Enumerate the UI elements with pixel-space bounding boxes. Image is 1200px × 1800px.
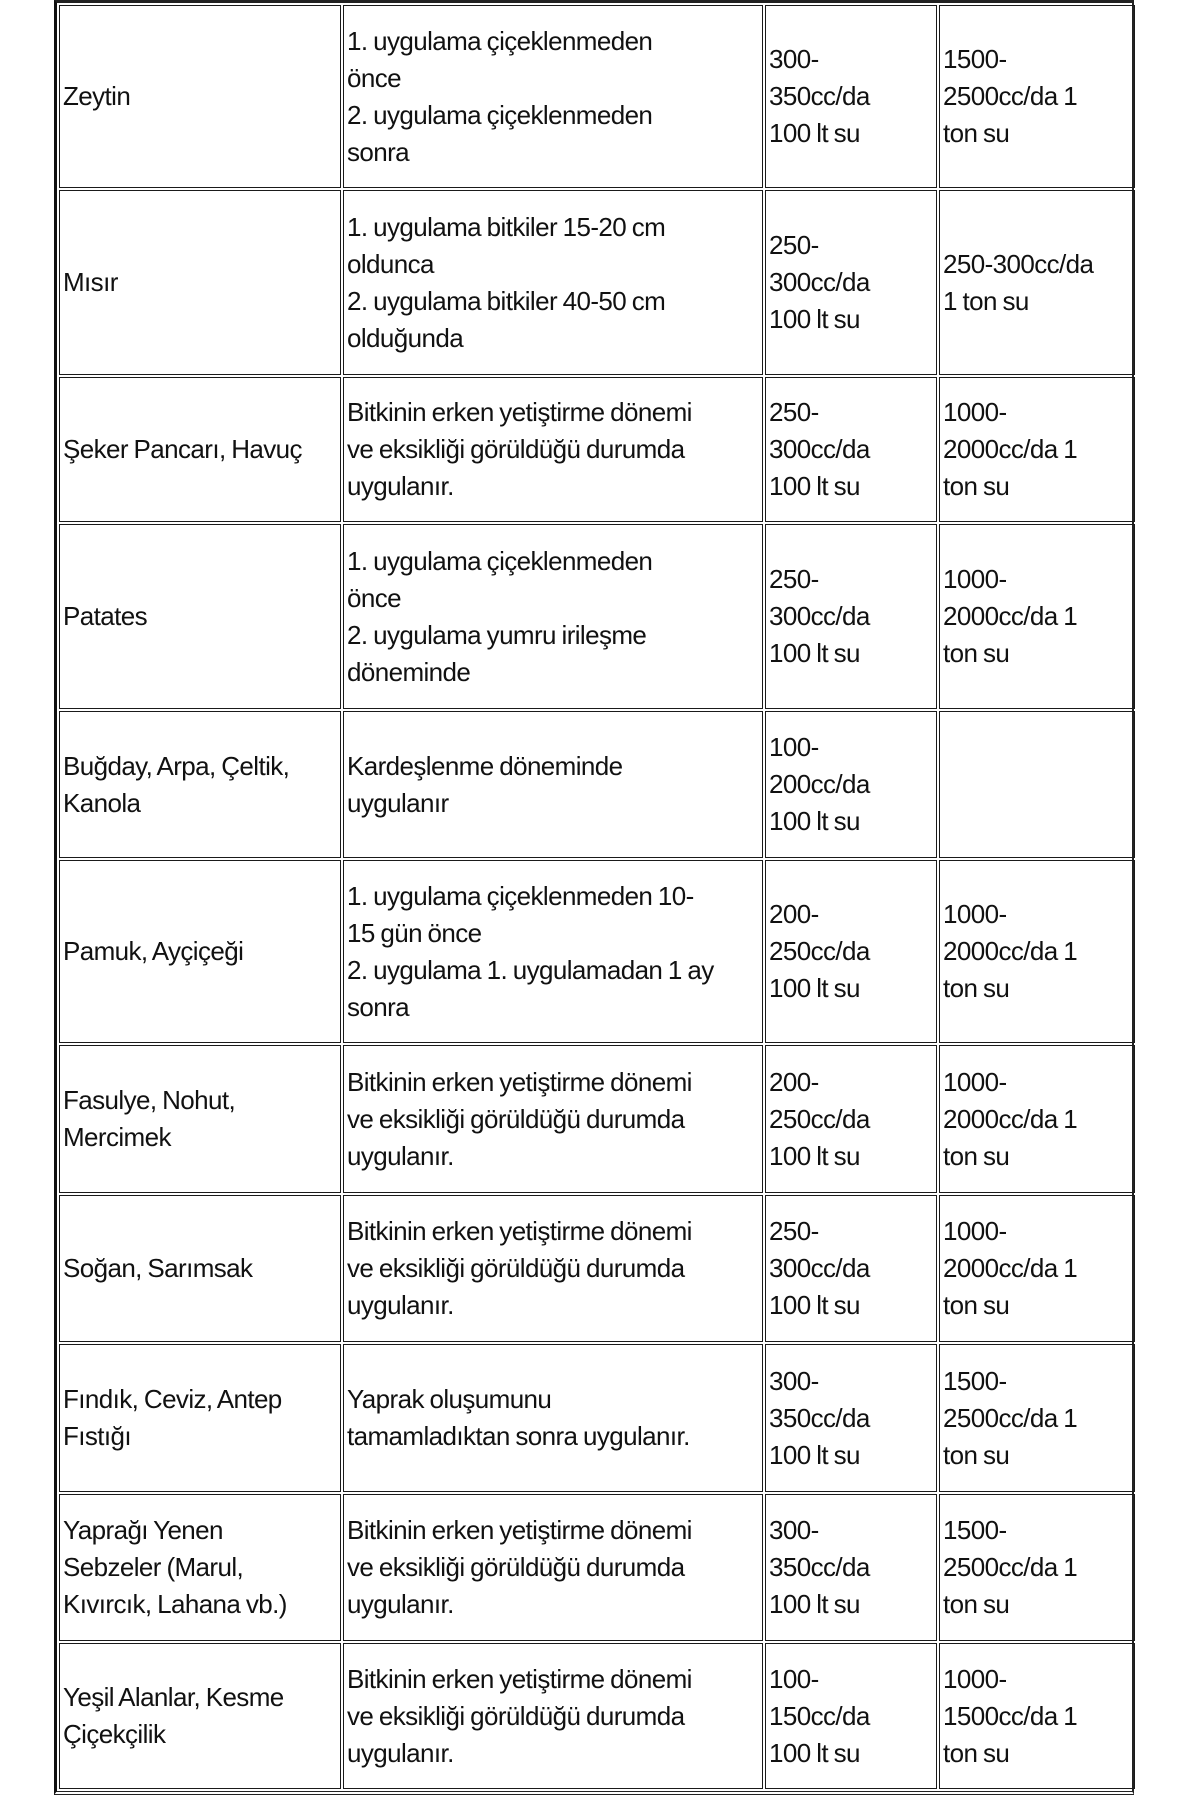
product-cell bbox=[59, 1045, 341, 1193]
application-timing-cell-text bbox=[347, 748, 760, 822]
cell-line: Pamuk, Ayçiçeği bbox=[63, 936, 244, 966]
table-row bbox=[59, 377, 1135, 522]
product-cell bbox=[59, 524, 341, 709]
cell-line: 1. uygulama çiçeklenmeden bbox=[347, 25, 653, 56]
drip-dose-cell bbox=[939, 5, 1135, 188]
cell-line: Zeytin bbox=[63, 81, 131, 111]
application-timing-cell bbox=[343, 1195, 763, 1342]
drip-dose-cell bbox=[939, 190, 1135, 375]
application-timing-cell-text bbox=[347, 1064, 760, 1175]
application-timing-cell-text bbox=[347, 209, 760, 357]
cell-line: döneminde bbox=[347, 656, 471, 687]
application-timing-cell bbox=[343, 1643, 763, 1789]
foliar-dose-cell bbox=[765, 190, 937, 375]
table-row bbox=[59, 711, 1135, 858]
application-timing-cell bbox=[343, 190, 763, 375]
cell-line: 2. uygulama bitkiler 40-50 cm bbox=[347, 285, 666, 316]
cell-line: 100 lt su bbox=[769, 638, 860, 668]
cell-line: ve eksikliği görüldüğü durumda bbox=[347, 1253, 685, 1283]
application-timing-cell-text bbox=[347, 1661, 760, 1772]
cell-line: 1. uygulama çiçeklenmeden 10- bbox=[347, 880, 694, 911]
cell-line: Bitkinin erken yetiştirme dönemi bbox=[347, 1216, 692, 1246]
cell-line: ton su bbox=[943, 638, 1010, 668]
cell-line: 250- bbox=[769, 1216, 819, 1246]
cell-line: 250cc/da bbox=[769, 1103, 870, 1134]
cell-line: 350cc/da bbox=[769, 81, 870, 111]
drip-dose-cell-text bbox=[943, 1661, 1132, 1772]
product-cell-text bbox=[63, 1381, 338, 1455]
cell-line: 2500cc/da 1 bbox=[943, 1402, 1078, 1433]
cell-line: 2000cc/da 1 bbox=[943, 1253, 1078, 1283]
foliar-dose-cell bbox=[765, 524, 937, 709]
cell-line: uygulanır bbox=[347, 787, 449, 818]
application-timing-cell-text bbox=[347, 1512, 760, 1623]
drip-dose-cell bbox=[939, 1643, 1135, 1789]
foliar-dose-cell-text bbox=[769, 896, 934, 1007]
drip-dose-cell bbox=[939, 860, 1135, 1043]
cell-line: tamamladıktan sonra uygulanır. bbox=[347, 1421, 690, 1451]
drip-dose-cell-text bbox=[943, 1213, 1132, 1324]
cell-line: ve eksikliği görüldüğü durumda bbox=[347, 1700, 685, 1731]
cell-line: 250- bbox=[769, 230, 819, 260]
cell-line: 1000- bbox=[943, 1066, 1007, 1097]
application-timing-cell-text bbox=[347, 1381, 760, 1455]
cell-line: 100 lt su bbox=[769, 1290, 860, 1320]
cell-line: 100 lt su bbox=[769, 973, 860, 1003]
foliar-dose-cell-text bbox=[769, 729, 934, 840]
table-row bbox=[59, 190, 1135, 375]
drip-dose-cell-text bbox=[943, 896, 1132, 1007]
drip-dose-cell bbox=[939, 1045, 1135, 1193]
application-timing-cell-text bbox=[347, 1213, 760, 1324]
foliar-dose-cell-text bbox=[769, 1661, 934, 1772]
dosage-table bbox=[57, 3, 1137, 1791]
drip-dose-cell-text bbox=[943, 41, 1132, 152]
cell-line: önce bbox=[347, 582, 401, 613]
application-timing-cell bbox=[343, 377, 763, 522]
product-cell bbox=[59, 860, 341, 1043]
foliar-dose-cell-text bbox=[769, 561, 934, 672]
cell-line: Mercimek bbox=[63, 1122, 171, 1152]
foliar-dose-cell-text bbox=[769, 1064, 934, 1175]
cell-line: ton su bbox=[943, 973, 1010, 1003]
drip-dose-cell bbox=[939, 1195, 1135, 1342]
cell-line: 100 lt su bbox=[769, 1140, 860, 1171]
cell-line: 1500- bbox=[943, 1365, 1007, 1396]
foliar-dose-cell bbox=[765, 1344, 937, 1492]
foliar-dose-cell bbox=[765, 860, 937, 1043]
drip-dose-cell-text bbox=[943, 561, 1132, 672]
foliar-dose-cell bbox=[765, 1195, 937, 1342]
application-timing-cell bbox=[343, 524, 763, 709]
cell-line: Kanola bbox=[63, 787, 141, 818]
application-timing-cell bbox=[343, 860, 763, 1043]
cell-line: 100 lt su bbox=[769, 304, 860, 334]
cell-line: 1000- bbox=[943, 1216, 1007, 1246]
application-timing-cell-text bbox=[347, 394, 760, 505]
cell-line: Buğday, Arpa, Çeltik, bbox=[63, 750, 290, 781]
foliar-dose-cell-text bbox=[769, 394, 934, 505]
cell-line: 1000- bbox=[943, 899, 1007, 929]
product-cell bbox=[59, 711, 341, 858]
table-row bbox=[59, 524, 1135, 709]
table-row bbox=[59, 1643, 1135, 1789]
foliar-dose-cell bbox=[765, 377, 937, 522]
cell-line: 2000cc/da 1 bbox=[943, 936, 1078, 966]
dosage-table-body bbox=[59, 5, 1135, 1789]
cell-line: 15 gün önce bbox=[347, 917, 482, 948]
cell-line: 250cc/da bbox=[769, 936, 870, 966]
cell-line: 250-300cc/da bbox=[943, 248, 1094, 279]
cell-line: Soğan, Sarımsak bbox=[63, 1253, 253, 1283]
cell-line: 250- bbox=[769, 397, 819, 427]
cell-line: Kıvırcık, Lahana vb.) bbox=[63, 1589, 287, 1619]
foliar-dose-cell bbox=[765, 711, 937, 858]
cell-line: ton su bbox=[943, 1140, 1010, 1171]
cell-line: 2000cc/da 1 bbox=[943, 1103, 1078, 1134]
cell-line: 1. uygulama bitkiler 15-20 cm bbox=[347, 211, 666, 242]
cell-line: 1. uygulama çiçeklenmeden bbox=[347, 545, 653, 576]
cell-line: 2500cc/da 1 bbox=[943, 81, 1078, 111]
cell-line: 300cc/da bbox=[769, 267, 870, 297]
cell-line: Bitkinin erken yetiştirme dönemi bbox=[347, 1663, 692, 1694]
cell-line: 300cc/da bbox=[769, 434, 870, 464]
cell-line: Yaprak oluşumunu bbox=[347, 1384, 552, 1414]
cell-line: 100- bbox=[769, 732, 819, 762]
cell-line: 1500- bbox=[943, 1515, 1007, 1545]
drip-dose-cell bbox=[939, 1344, 1135, 1492]
cell-line: 300- bbox=[769, 44, 819, 74]
cell-line: sonra bbox=[347, 136, 410, 167]
cell-line: Mısır bbox=[63, 267, 118, 297]
product-cell bbox=[59, 1344, 341, 1492]
cell-line: 100 lt su bbox=[769, 118, 860, 148]
cell-line: 1 ton su bbox=[943, 285, 1029, 316]
drip-dose-cell-text bbox=[943, 1064, 1132, 1175]
cell-line: 300cc/da bbox=[769, 1253, 870, 1283]
drip-dose-cell-text bbox=[943, 1363, 1132, 1474]
cell-line: Bitkinin erken yetiştirme dönemi bbox=[347, 1515, 692, 1545]
foliar-dose-cell-text bbox=[769, 1363, 934, 1474]
cell-line: uygulanır. bbox=[347, 1737, 454, 1768]
cell-line: Bitkinin erken yetiştirme dönemi bbox=[347, 397, 692, 427]
cell-line: 1000- bbox=[943, 397, 1007, 427]
cell-line: ton su bbox=[943, 471, 1010, 501]
cell-line: Patates bbox=[63, 601, 147, 631]
cell-line: 300- bbox=[769, 1515, 819, 1545]
cell-line: 2000cc/da 1 bbox=[943, 601, 1078, 631]
product-cell bbox=[59, 377, 341, 522]
drip-dose-cell bbox=[939, 524, 1135, 709]
cell-line: 100 lt su bbox=[769, 1589, 860, 1619]
cell-line: 2000cc/da 1 bbox=[943, 434, 1078, 464]
foliar-dose-cell-text bbox=[769, 41, 934, 152]
cell-line: uygulanır. bbox=[347, 1589, 454, 1619]
cell-line: 350cc/da bbox=[769, 1552, 870, 1582]
drip-dose-cell bbox=[939, 711, 1135, 858]
cell-line: Fasulye, Nohut, bbox=[63, 1085, 236, 1115]
cell-line: Yeşil Alanlar, Kesme bbox=[63, 1682, 284, 1712]
product-cell-text bbox=[63, 1512, 338, 1623]
cell-line: 2500cc/da 1 bbox=[943, 1552, 1078, 1582]
cell-line: ve eksikliği görüldüğü durumda bbox=[347, 1103, 685, 1134]
drip-dose-cell bbox=[939, 1494, 1135, 1641]
product-cell-text bbox=[63, 1082, 338, 1156]
product-cell-text bbox=[63, 748, 338, 822]
application-timing-cell bbox=[343, 1045, 763, 1193]
cell-line: 200- bbox=[769, 899, 819, 929]
product-cell-text bbox=[63, 78, 338, 115]
table-row bbox=[59, 1045, 1135, 1193]
cell-line: ton su bbox=[943, 1439, 1010, 1470]
application-timing-cell-text bbox=[347, 878, 760, 1026]
application-timing-cell-text bbox=[347, 543, 760, 691]
cell-line: uygulanır. bbox=[347, 1140, 454, 1171]
cell-line: ton su bbox=[943, 1589, 1010, 1619]
application-timing-cell bbox=[343, 1494, 763, 1641]
application-timing-cell bbox=[343, 711, 763, 858]
cell-line: Fıstığı bbox=[63, 1421, 132, 1451]
cell-line: 100 lt su bbox=[769, 471, 860, 501]
product-cell-text bbox=[63, 264, 338, 301]
cell-line: 250- bbox=[769, 564, 819, 594]
cell-line: sonra bbox=[347, 991, 410, 1022]
cell-line: ton su bbox=[943, 1737, 1010, 1768]
product-cell bbox=[59, 1643, 341, 1789]
product-cell-text bbox=[63, 933, 338, 970]
cell-line: 1500cc/da 1 bbox=[943, 1700, 1078, 1731]
application-timing-cell-text bbox=[347, 23, 760, 171]
product-cell bbox=[59, 1494, 341, 1641]
drip-dose-cell-text bbox=[943, 1512, 1132, 1623]
cell-line: 100 lt su bbox=[769, 806, 860, 836]
cell-line: 100 lt su bbox=[769, 1439, 860, 1470]
application-timing-cell bbox=[343, 1344, 763, 1492]
cell-line: ton su bbox=[943, 1290, 1010, 1320]
cell-line: 2. uygulama çiçeklenmeden bbox=[347, 99, 653, 130]
drip-dose-cell-text bbox=[943, 246, 1132, 320]
cell-line: 150cc/da bbox=[769, 1700, 870, 1731]
cell-line: 100 lt su bbox=[769, 1737, 860, 1768]
cell-line: ton su bbox=[943, 118, 1010, 148]
cell-line: olduğunda bbox=[347, 322, 464, 353]
cell-line: 2. uygulama yumru irileşme bbox=[347, 619, 647, 650]
cell-line: Yaprağı Yenen bbox=[63, 1515, 223, 1545]
foliar-dose-cell-text bbox=[769, 1512, 934, 1623]
cell-line: Sebzeler (Marul, bbox=[63, 1552, 244, 1582]
dosage-table-container bbox=[54, 0, 1134, 1795]
product-cell bbox=[59, 190, 341, 375]
cell-line: 1000- bbox=[943, 564, 1007, 594]
cell-line: ve eksikliği görüldüğü durumda bbox=[347, 1552, 685, 1582]
product-cell-text bbox=[63, 431, 338, 468]
cell-line: 300cc/da bbox=[769, 601, 870, 631]
cell-line: 200- bbox=[769, 1066, 819, 1097]
cell-line: Bitkinin erken yetiştirme dönemi bbox=[347, 1066, 692, 1097]
cell-line: ve eksikliği görüldüğü durumda bbox=[347, 434, 685, 464]
drip-dose-cell-text bbox=[943, 394, 1132, 505]
cell-line: uygulanır. bbox=[347, 471, 454, 501]
cell-line: 300- bbox=[769, 1365, 819, 1396]
table-row bbox=[59, 1195, 1135, 1342]
product-cell bbox=[59, 5, 341, 188]
product-cell-text bbox=[63, 1679, 338, 1753]
table-row bbox=[59, 5, 1135, 188]
cell-line: önce bbox=[347, 62, 401, 93]
foliar-dose-cell bbox=[765, 1494, 937, 1641]
cell-line: Kardeşlenme döneminde bbox=[347, 750, 623, 781]
table-row bbox=[59, 860, 1135, 1043]
product-cell bbox=[59, 1195, 341, 1342]
foliar-dose-cell-text bbox=[769, 227, 934, 338]
product-cell-text bbox=[63, 598, 338, 635]
cell-line: 350cc/da bbox=[769, 1402, 870, 1433]
drip-dose-cell bbox=[939, 377, 1135, 522]
cell-line: 100- bbox=[769, 1663, 819, 1694]
table-row bbox=[59, 1344, 1135, 1492]
foliar-dose-cell bbox=[765, 5, 937, 188]
table-row bbox=[59, 1494, 1135, 1641]
cell-line: oldunca bbox=[347, 248, 434, 279]
foliar-dose-cell bbox=[765, 1643, 937, 1789]
application-timing-cell bbox=[343, 5, 763, 188]
product-cell-text bbox=[63, 1250, 338, 1287]
cell-line: 1000- bbox=[943, 1663, 1007, 1694]
cell-line: 200cc/da bbox=[769, 769, 870, 799]
cell-line: Şeker Pancarı, Havuç bbox=[63, 434, 302, 464]
cell-line: Çiçekçilik bbox=[63, 1719, 166, 1749]
cell-line: 1500- bbox=[943, 44, 1007, 74]
cell-line: 2. uygulama 1. uygulamadan 1 ay bbox=[347, 954, 714, 985]
foliar-dose-cell-text bbox=[769, 1213, 934, 1324]
cell-line: Fındık, Ceviz, Antep bbox=[63, 1384, 282, 1414]
cell-line: uygulanır. bbox=[347, 1290, 454, 1320]
foliar-dose-cell bbox=[765, 1045, 937, 1193]
